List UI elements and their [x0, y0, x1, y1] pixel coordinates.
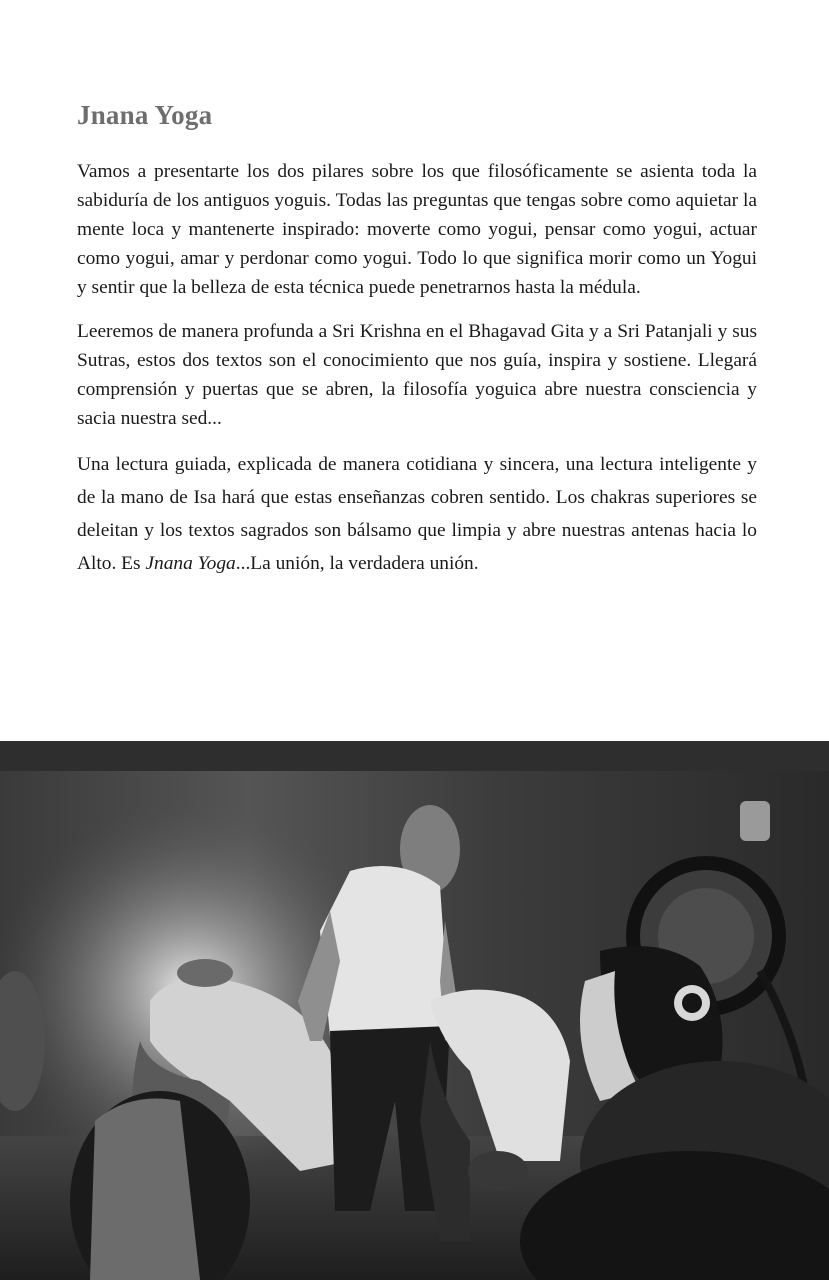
- paragraph-guided-reading-end: ...La unión, la verdadera unión.: [235, 553, 479, 574]
- yoga-class-photo-illustration: [0, 741, 829, 1280]
- article-body: [77, 157, 757, 595]
- paragraph-guided-reading: [77, 448, 757, 580]
- paragraph-texts: Leeremos de manera profunda a Sri Krishna en el Bhagavad Gita y a Sri Patanjali y sus Sutras, estos dos textos son el conocimiento que nos guía, inspira y sostiene. Llegará comprensión y puertas que se abren, la filosofía yoguica abre nuestra consciencia y sacia nuestra sed...: [77, 321, 757, 429]
- page-title: Jnana Yoga: [77, 100, 213, 130]
- jnana-yoga-emphasis: Jnana Yoga: [145, 553, 236, 574]
- paragraph-intro: Vamos a presentarte los dos pilares sobre los que filosóficamente se asienta toda la sabiduría de los antiguos yoguis. Todas las preguntas que tengas sobre como aquietar la mente loca y mantenerte inspirado: moverte como yogui, pensar como yogui, actuar como yogui, amar y perdonar como yogui. Todo lo que significa morir como un Yogui y sentir que la belleza de esta técnica puede penetrarnos hasta la médula.: [77, 161, 757, 298]
- paragraph-guided-reading-text: Una lectura guiada, explicada de manera cotidiana y sincera, una lectura inteligente y de la mano de Isa hará que estas enseñanzas cobren sentido. Los chakras superiores se deleitan y los textos sagrados son bálsamo que limpia y abre nuestras antenas hacia lo Alto. Es: [77, 454, 757, 574]
- yoga-class-photo: [0, 741, 829, 1280]
